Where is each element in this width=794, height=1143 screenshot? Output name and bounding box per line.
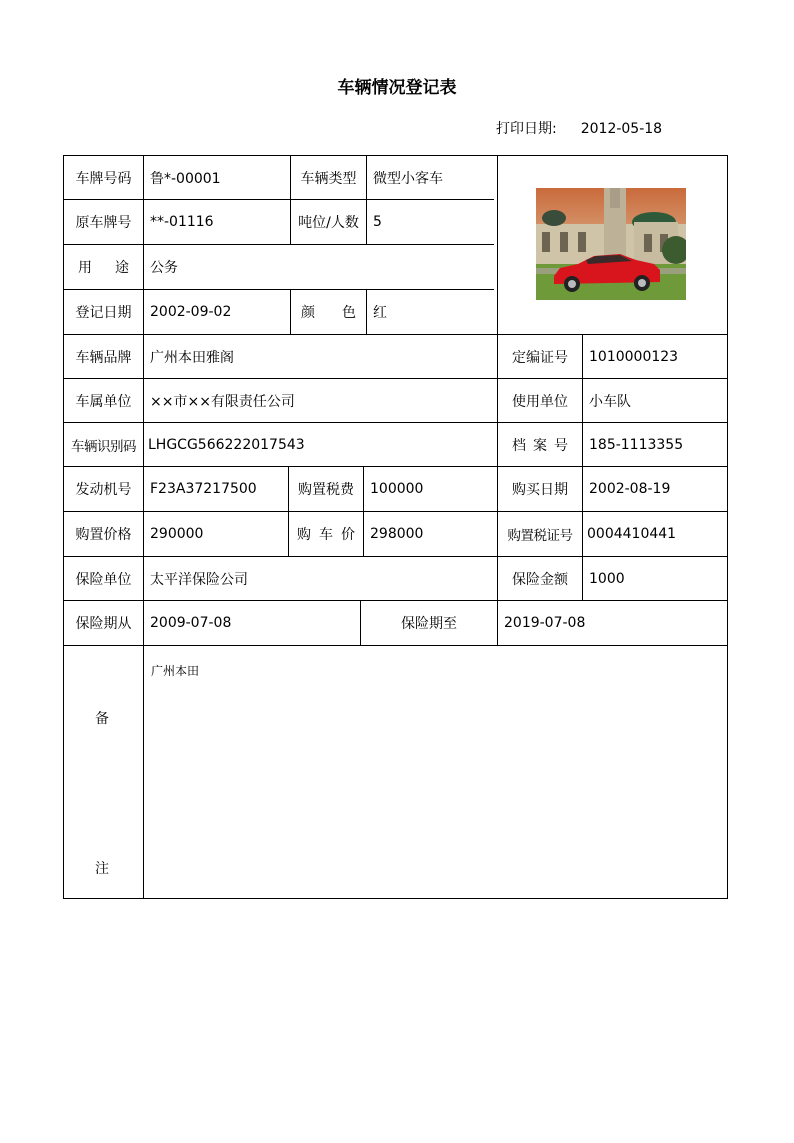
color-label-char: 色 bbox=[342, 305, 356, 321]
color-label bbox=[291, 290, 366, 334]
user-value: 小车队 bbox=[589, 393, 631, 410]
ins-from-label: 保险期从 bbox=[75, 616, 132, 632]
print-date-label: 打印日期: bbox=[496, 121, 557, 137]
plate-label: 车牌号码 bbox=[75, 170, 132, 187]
insurer-value: 太平洋保险公司 bbox=[150, 571, 248, 588]
type-value: 微型小客车 bbox=[373, 170, 443, 187]
type-label: 车辆类型 bbox=[300, 170, 357, 187]
insurer-label: 保险单位 bbox=[75, 571, 132, 588]
insured-amount-label: 保险金额 bbox=[512, 571, 568, 588]
owner-value: ××市××有限责任公司 bbox=[150, 393, 295, 410]
orig-plate-value: **-01116 bbox=[150, 214, 214, 230]
print-date-value: 2012-05-18 bbox=[580, 121, 663, 137]
brand-value: 广州本田雅阁 bbox=[150, 349, 234, 366]
car-price-label-char: 车 bbox=[319, 527, 333, 543]
grid-line bbox=[63, 645, 728, 646]
tax-label: 购置税费 bbox=[298, 482, 354, 498]
reg-date-label: 登记日期 bbox=[75, 305, 132, 321]
insured-amount-value: 1000 bbox=[589, 570, 625, 587]
usage-value: 公务 bbox=[150, 260, 178, 276]
engine-value: F23A37217500 bbox=[150, 481, 257, 497]
archive-value: 185-1113355 bbox=[589, 436, 684, 453]
brand-label: 车辆品牌 bbox=[75, 349, 132, 366]
tonnage-value: 5 bbox=[373, 214, 382, 230]
usage-label bbox=[64, 245, 143, 289]
reg-date-value: 2002-09-02 bbox=[150, 304, 232, 320]
car-price-label-char: 价 bbox=[341, 527, 355, 543]
remarks-label-top: 备 bbox=[95, 711, 109, 727]
color-value: 红 bbox=[373, 305, 387, 321]
archive-label-char: 号 bbox=[554, 437, 568, 454]
tax-value: 100000 bbox=[370, 481, 424, 497]
car-price-label bbox=[289, 512, 363, 556]
user-label: 使用单位 bbox=[512, 393, 568, 410]
vehicle-photo bbox=[536, 188, 686, 300]
price-value: 290000 bbox=[150, 526, 204, 542]
tax-cert-value: 0004410441 bbox=[587, 526, 677, 542]
usage-label-char: 用 bbox=[78, 260, 92, 276]
ins-to-value: 2019-07-08 bbox=[504, 615, 586, 631]
orig-plate-label: 原车牌号 bbox=[75, 215, 132, 231]
remarks-value: 广州本田 bbox=[151, 664, 200, 678]
owner-label: 车属单位 bbox=[75, 393, 132, 410]
ins-to-label: 保险期至 bbox=[401, 616, 457, 632]
purchase-date-value: 2002-08-19 bbox=[589, 481, 671, 497]
grid-line bbox=[727, 155, 728, 899]
quota-label: 定编证号 bbox=[512, 349, 568, 366]
grid-line bbox=[63, 898, 728, 899]
ins-from-value: 2009-07-08 bbox=[150, 615, 232, 631]
color-label-char: 颜 bbox=[301, 305, 315, 321]
tonnage-label: 吨位/人数 bbox=[298, 215, 359, 231]
usage-label-char: 途 bbox=[115, 260, 129, 276]
page-title: 车辆情况登记表 bbox=[337, 78, 457, 98]
car-price-value: 298000 bbox=[370, 526, 424, 542]
vin-label: 车辆识别码 bbox=[71, 438, 136, 455]
plate-value: 鲁*-00001 bbox=[150, 170, 221, 187]
price-label: 购置价格 bbox=[75, 527, 132, 543]
remarks-label-bottom: 注 bbox=[95, 861, 109, 877]
quota-value: 1010000123 bbox=[589, 348, 679, 365]
archive-label bbox=[498, 423, 582, 466]
purchase-date-label: 购买日期 bbox=[512, 482, 568, 498]
archive-label-char: 档 bbox=[512, 437, 526, 454]
tax-cert-label: 购置税证号 bbox=[507, 528, 573, 544]
archive-label-char: 案 bbox=[533, 437, 547, 454]
engine-label: 发动机号 bbox=[75, 482, 132, 498]
print-date bbox=[496, 118, 662, 138]
car-price-label-char: 购 bbox=[297, 527, 311, 543]
vin-value: LHGCG566222017543 bbox=[148, 436, 305, 453]
car-image bbox=[536, 188, 686, 300]
